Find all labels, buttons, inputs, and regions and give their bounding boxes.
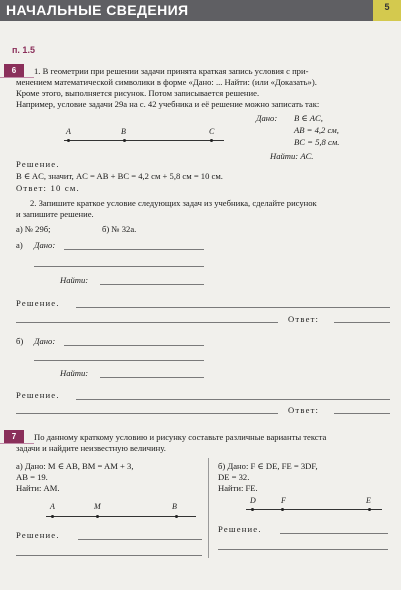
block-a-solution-label: Решение. [16,298,60,308]
example-answer: Ответ: 10 см. [16,183,80,193]
page-number: 5 [373,0,401,21]
block-a-dano-label: Дано: [34,240,56,250]
block-b-letter: б) [16,336,24,346]
task-7b-solution-line-2[interactable] [218,549,388,550]
point-e-dot [368,508,371,511]
block-a-solution-line-1[interactable] [76,307,390,308]
point-m-label: M [94,502,101,511]
block-a-find-label: Найти: [60,275,89,285]
block-a-answer-line[interactable] [334,322,390,323]
point-b-dot-7a [175,515,178,518]
point-c-label: C [209,127,215,136]
block-b-dano-line-1[interactable] [64,345,204,346]
block-a-dano-line-2[interactable] [34,266,204,267]
block-b-solution-line-2[interactable] [16,413,278,414]
task-7a-line-1: а) Дано: M ∈ AB, BM = AM + 3, [16,461,134,471]
example-dano-line-2: AB = 4,2 см, [294,125,339,135]
point-a-label: A [66,127,71,136]
task-7b-line-2: DE = 32. [218,472,250,482]
example-dano-line-3: BC = 5,8 см. [294,137,340,147]
block-b-answer-line[interactable] [334,413,390,414]
point-b-dot [123,139,126,142]
task-7-intro-line-2: задачи и найдите неизвестную величину. [16,443,166,453]
point-a-label-7a: A [50,502,55,511]
task-7a-solution-line-1[interactable] [78,539,202,540]
point-b-label: B [121,127,126,136]
section-label: п. 1.5 [12,45,35,55]
point-c-dot [210,139,213,142]
task-7b-solution-line-1[interactable] [280,533,388,534]
point-b-label-7a: B [172,502,177,511]
point-d-dot [251,508,254,511]
segment-ac [64,140,224,141]
example-dano-label: Дано: [256,113,278,123]
point-a-dot-7a [51,515,54,518]
block-a-find-line[interactable] [100,284,204,285]
point-m-dot [96,515,99,518]
point-f-dot [281,508,284,511]
task-ref-b: б) № 32а. [102,224,137,234]
block-a-answer-label: Ответ: [288,314,320,324]
point-d-label: D [250,496,256,505]
task-7-badge: 7 [4,430,24,443]
segment-de [246,509,382,510]
task-6-intro-line-1: 1. В геометрии при решении задачи принята краткая запись условия с при- [34,66,309,76]
chapter-title: НАЧАЛЬНЫЕ СВЕДЕНИЯ [6,2,189,18]
example-dano-line-1: B ∈ AC, [294,113,323,123]
block-a-dano-line-1[interactable] [64,249,204,250]
example-solution-text: B ∈ AC, значит, AC = AB + BC = 4,2 см + 5,8 см = 10 см. [16,171,223,181]
block-b-answer-label: Ответ: [288,405,320,415]
task-7a-line-3: Найти: AM. [16,483,60,493]
point-e-label: E [366,496,371,505]
task-6-part2-line-1: 2. Запишите краткое условие следующих задач из учебника, сделайте рисунок [30,198,317,208]
task-6-badge: 6 [4,64,24,77]
task-7-intro-line-1: По данному краткому условию и рисунку составьте различные варианты текста [34,432,327,442]
block-b-dano-label: Дано: [34,336,56,346]
task-6-intro-line-2: менением математической символики в форме «Дано: ... Найти: (или «Доказать»). [16,77,317,87]
block-b-find-line[interactable] [100,377,204,378]
column-divider [208,458,209,558]
page-header [0,0,401,21]
task-6-intro-line-4: Например, условие задачи 29а на с. 42 учебника и её решение можно записать так: [16,99,320,109]
block-a-solution-line-2[interactable] [16,322,278,323]
task-7a-solution-line-2[interactable] [16,555,202,556]
task-ref-a: а) № 29б; [16,224,51,234]
task-7a-line-2: AB = 19. [16,472,48,482]
task-7b-line-3: Найти: FE. [218,483,258,493]
task-6-intro-line-3: Кроме этого, выполняется рисунок. Потом записывается решение. [16,88,260,98]
block-b-find-label: Найти: [60,368,89,378]
point-a-dot [67,139,70,142]
task-7b-line-1: б) Дано: F ∈ DE, FE = 3DF, [218,461,318,471]
point-f-label: F [281,496,286,505]
example-solution-label: Решение. [16,159,60,169]
block-b-solution-line-1[interactable] [76,399,390,400]
example-find: Найти: AC. [270,151,314,161]
block-b-dano-line-2[interactable] [34,360,204,361]
block-a-letter: а) [16,240,23,250]
task-7b-solution-label: Решение. [218,524,262,534]
segment-ab [46,516,196,517]
block-b-solution-label: Решение. [16,390,60,400]
task-7a-solution-label: Решение. [16,530,60,540]
task-6-part2-line-2: и запишите решение. [16,209,94,219]
